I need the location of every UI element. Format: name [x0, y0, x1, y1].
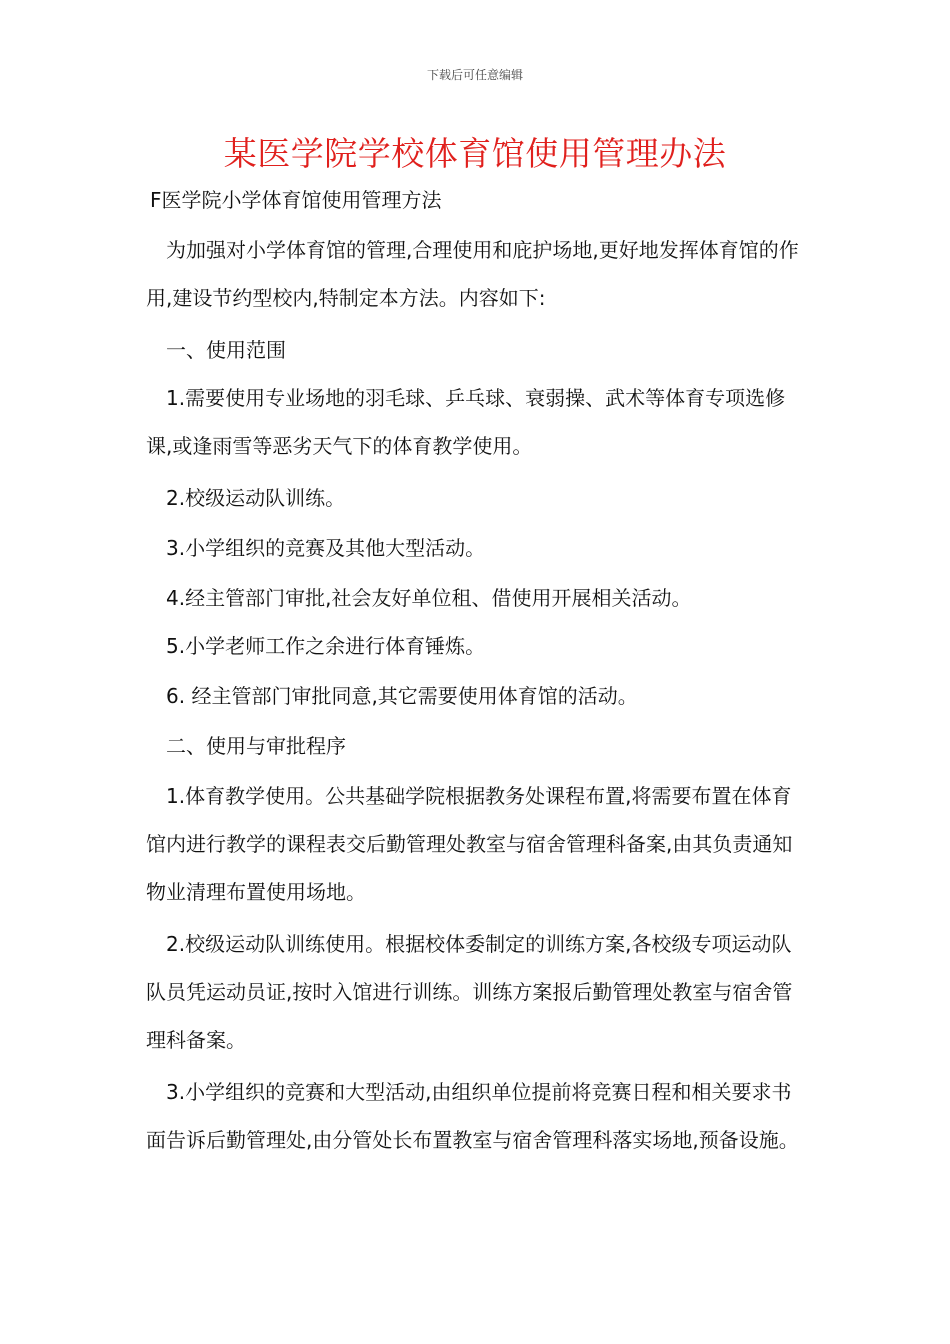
paragraph-scope-5: 5.小学老师工作之余进行体育锤炼。 [166, 634, 486, 658]
paragraph-procedure-3: 3.小学组织的竞赛和大型活动,由组织单位提前将竞赛日程和相关要求书面告诉后勤管理处,由分管处长布置教室与宿舍管理科落实场地,预备设施。 [146, 1080, 799, 1152]
paragraph-scope-2: 2.校级运动队训练。 [166, 486, 346, 510]
document-title: 某医学院学校体育馆使用管理办法 [223, 134, 727, 173]
paragraph-procedure-2: 2.校级运动队训练使用。根据校体委制定的训练方案,各校级专项运动队队员凭运动员证,按时入馆进行训练。训练方案报后勤管理处教室与宿舍管理科备案。 [146, 932, 793, 1052]
section-heading-procedure: 二、使用与审批程序 [166, 734, 346, 758]
paragraph-procedure-1: 1.体育教学使用。公共基础学院根据教务处课程布置,将需要布置在体育馆内进行教学的课程表交后勤管理处教室与宿舍管理科备案,由其负责通知物业清理布置使用场地。 [146, 784, 793, 904]
paragraph-scope-4: 4.经主管部门审批,社会友好单位租、借使用开展相关活动。 [166, 586, 692, 610]
document-subtitle: F医学院小学体育馆使用管理方法 [150, 188, 442, 212]
header-note: 下载后可任意编辑 [426, 68, 523, 82]
section-heading-scope: 一、使用范围 [166, 338, 286, 362]
paragraph-scope-1: 1.需要使用专业场地的羽毛球、乒乓球、衰弱操、武术等体育专项选修课,或逢雨雪等恶劣天气下的体育教学使用。 [146, 386, 786, 458]
paragraph-intro: 为加强对小学体育馆的管理,合理使用和庇护场地,更好地发挥体育馆的作用,建设节约型校内,特制定本方法。内容如下: [146, 238, 799, 310]
paragraph-scope-6: 6. 经主管部门审批同意,其它需要使用体育馆的活动。 [166, 684, 638, 708]
paragraph-scope-3: 3.小学组织的竞赛及其他大型活动。 [166, 536, 486, 560]
